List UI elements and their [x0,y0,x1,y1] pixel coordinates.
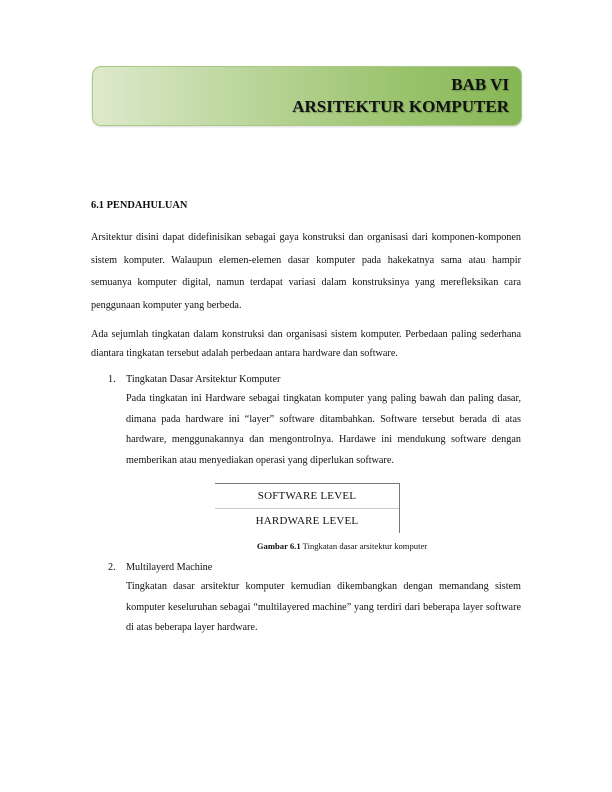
list-item-title: Tingkatan Dasar Arsitektur Komputer [126,374,281,385]
figure-caption-text: Tingkatan dasar arsitektur komputer [300,541,428,551]
chapter-banner [92,66,522,126]
list-item-number: 2. [108,562,116,573]
list-item [91,373,521,471]
list-item [91,561,521,639]
chapter-number: BAB VI [451,75,509,94]
list-item-body: Pada tingkatan ini Hardware sebagai tingkatan komputer yang paling bawah dan paling dasar, dimana pada hardware ini “layer” software ditambahkan. Software tersebut berada di atas hardware, menggunakannya dan mengontrolnya. Hardawe ini mendukung software dengan memberikan atau menyediakan operasi yang diperlukan software. [126,393,521,466]
list-item-number: 1. [108,374,116,385]
figure-caption-label: Gambar 6.1 [256,541,301,551]
hardware-level-box: HARDWARE LEVEL [255,515,359,527]
software-level-box: SOFTWARE LEVEL [215,484,399,509]
figure-caption [91,541,521,551]
chapter-title: ARSITEKTUR KOMPUTER [292,97,509,116]
intro-paragraph: Arsitektur disini dapat didefinisikan sebagai gaya konstruksi dan organisasi dari komponen-komponen sistem komputer. Walaupun elemen-elemen dasar komputer pada hakekatnya sama atau hampir semuanya komputer digital, namun terdapat variasi dalam konstruksinya yang merefleksikan cara penggunaan komputer yang berbeda. [91,232,521,311]
architecture-figure [215,483,400,533]
document-body [91,199,521,639]
list-item-body: Tingkatan dasar arsitektur komputer kemudian dikembangkan dengan memandang sistem komputer keseluruhan sebagai “multilayered machine” yang terdiri dari beberapa layer software di atas beberapa layer hardware. [126,581,521,633]
list-item-title: Multilayerd Machine [126,562,213,573]
levels-paragraph: Ada sejumlah tingkatan dalam konstruksi dan organisasi sistem komputer. Perbedaan paling sederhana diantara tingkatan tersebut adalah perbedaan antara hardware dan software. [91,329,521,359]
section-heading: 6.1 PENDAHULUAN [91,200,188,211]
